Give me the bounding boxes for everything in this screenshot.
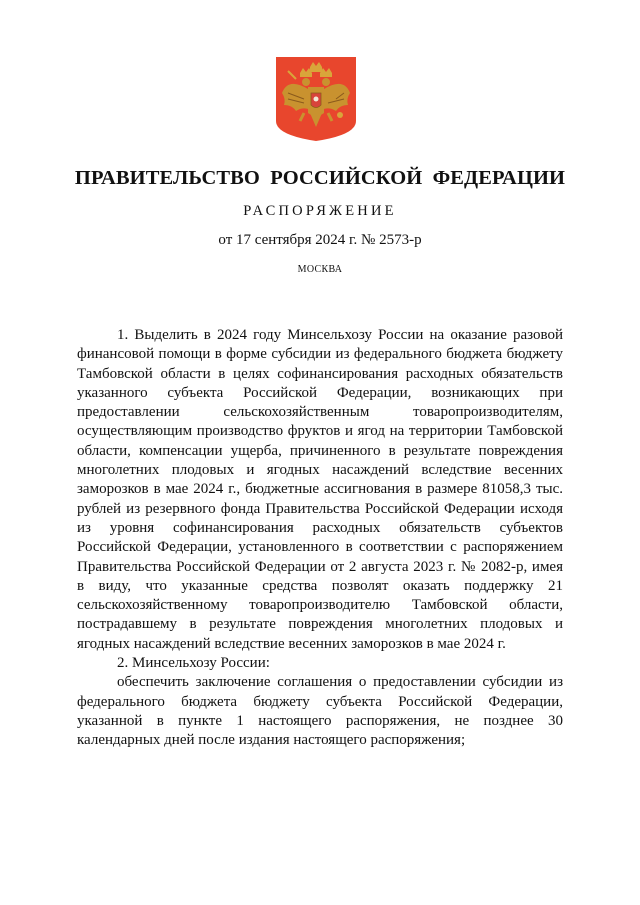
document-body [77, 326, 563, 751]
document-type: РАСПОРЯЖЕНИЕ [243, 203, 397, 219]
paragraph-3: обеспечить заключение соглашения о предоставлении субсидии из федерального бюджета бюджету субъекта Российской Федерации, указанной в пункте 1 настоящего распоряжения, не позднее 30 календарных дней после издания настоящего распоряжения; [77, 674, 563, 749]
paragraph-2: 2. Минсельхозу России: [117, 655, 270, 672]
russian-coat-of-arms-icon [274, 55, 358, 143]
paragraph-1: 1. Выделить в 2024 году Минсельхозу России на оказание разовой финансовой помощи в форме субсидии из федерального бюджета бюджету Тамбовской области в целях софинансирования расходных обязательств указанного субъекта Российской Федерации, возникающих при предоставлении сельскохозяйственным товаропроизводителям, осуществляющим производство фруктов и ягод на территории Тамбовской области, компенсации ущерба, причиненного в результате повреждения многолетних плодовых и ягодных насаждений вследствие весенних заморозков в мае 2024 г., бюджетные ассигнования в размере 81058,3 тыс. рублей из резервного фонда Правительства Российской Федерации исходя из уровня софинансирования расходных обязательств субъектов Российской Федерации, установленного в соответствии с распоряжением Правительства Российской Федерации от 2 августа 2023 г. № 2082-р, имея в виду, что указанные средства позволят оказать поддержку 21 сельскохозяйственному товаропроизводителю Тамбовской области, пострадавшему в результате повреждения многолетних плодовых и ягодных насаждений вследствие весенних заморозков в мае 2024 г. [77, 327, 563, 652]
document-city: МОСКВА [297, 264, 343, 275]
document-date-number: от 17 сентября 2024 г. № 2573-р [218, 232, 422, 248]
government-title: ПРАВИТЕЛЬСТВО РОССИЙСКОЙ ФЕДЕРАЦИИ [74, 167, 566, 189]
